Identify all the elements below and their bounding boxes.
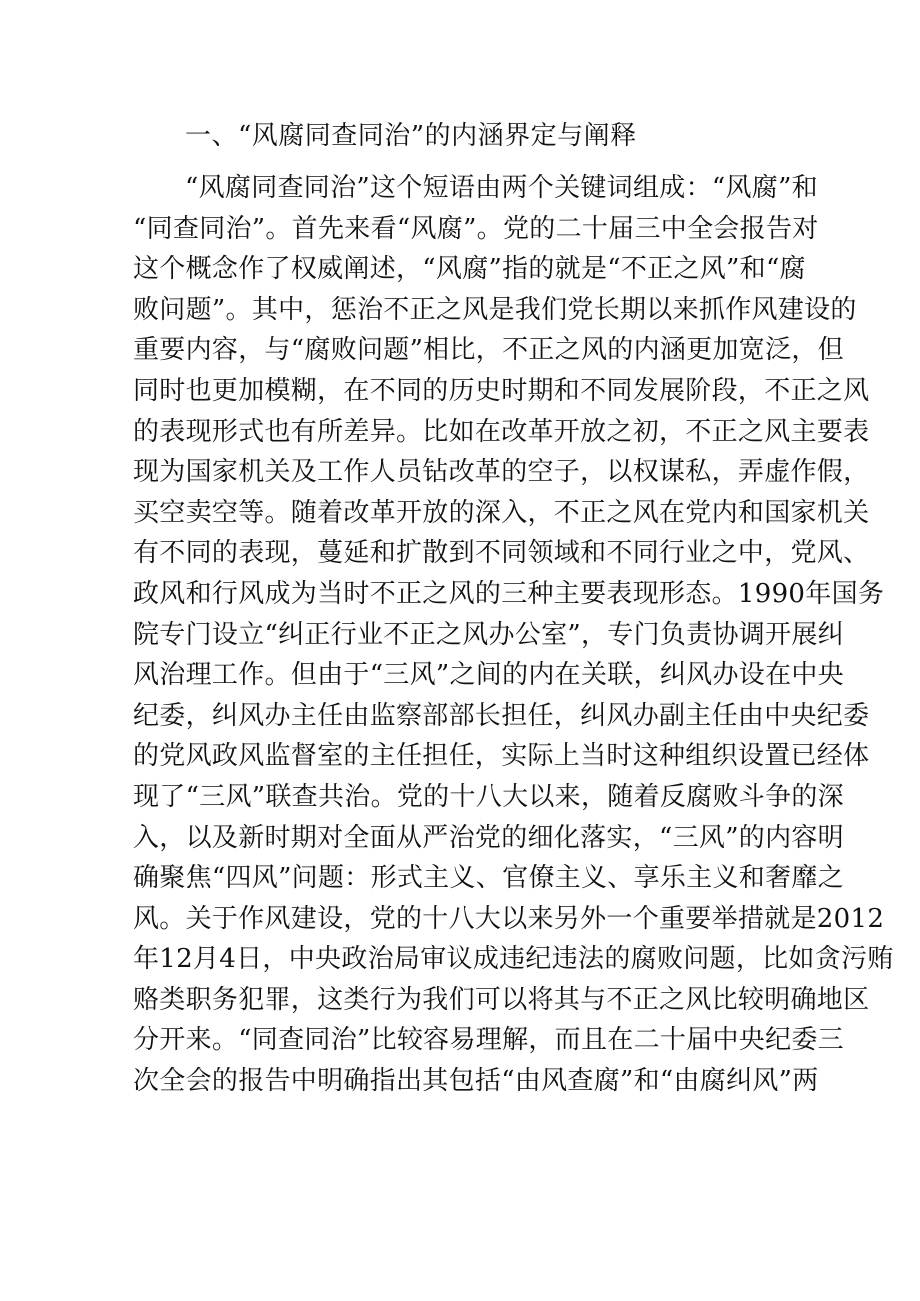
paragraph-line: 现为国家机关及工作人员钻改革的空子，以权谋私，弄虚作假， [133, 457, 870, 488]
section-heading: 一、“风腐同查同治”的内涵界定与阐释 [185, 121, 637, 151]
paragraph-line: 分开来。“同查同治”比较容易理解，而且在二十届中央纪委三 [133, 1025, 844, 1056]
paragraph-line: 院专门设立“纠正行业不正之风办公室”，专门负责协调开展纠 [133, 619, 844, 650]
paragraph-line: 这个概念作了权威阐述，“风腐”指的就是“不正之风”和“腐 [133, 254, 806, 285]
paragraph-line: 有不同的表现，蔓延和扩散到不同领域和不同行业之中，党风、 [133, 538, 870, 569]
paragraph-line: “风腐同查同治”这个短语由两个关键词组成：“风腐”和 [185, 173, 818, 203]
paragraph-line: 赂类职务犯罪，这类行为我们可以将其与不正之风比较明确地区 [133, 984, 870, 1015]
paragraph-line: “同查同治”。首先来看“风腐”。党的二十届三中全会报告对 [133, 213, 819, 244]
paragraph-line: 重要内容，与“腐败问题”相比，不正之风的内涵更加宽泛，但 [133, 335, 844, 366]
paragraph-line: 败问题”。其中，惩治不正之风是我们党长期以来抓作风建设的 [133, 294, 857, 325]
paragraph-line: 的党风政风监督室的主任担任，实际上当时这种组织设置已经体 [133, 741, 870, 772]
paragraph-line: 风。关于作风建设，党的十八大以来另外一个重要举措就是2012 [133, 903, 885, 934]
paragraph-line: 年12月4日，中央政治局审议成违纪违法的腐败问题，比如贪污贿 [133, 944, 894, 975]
paragraph-line: 风治理工作。但由于“三风”之间的内在关联，纠风办设在中央 [133, 660, 844, 691]
paragraph-line: 现了“三风”联查共治。党的十八大以来，随着反腐败斗争的深 [133, 781, 844, 812]
paragraph-line: 买空卖空等。随着改革开放的深入，不正之风在党内和国家机关 [133, 497, 870, 528]
paragraph-line: 纪委，纠风办主任由监察部部长担任，纠风办副主任由中央纪委 [133, 700, 870, 731]
paragraph-line: 确聚焦“四风”问题：形式主义、官僚主义、享乐主义和奢靡之 [133, 863, 844, 894]
body-paragraph [133, 168, 894, 1102]
paragraph-line: 入，以及新时期对全面从严治党的细化落实，“三风”的内容明 [133, 822, 844, 853]
paragraph-line: 次全会的报告中明确指出其包括“由风查腐”和“由腐纠风”两 [133, 1066, 819, 1097]
paragraph-line: 的表现形式也有所差异。比如在改革开放之初，不正之风主要表 [133, 416, 870, 447]
paragraph-line: 政风和行风成为当时不正之风的三种主要表现形态。1990年国务 [133, 578, 885, 609]
paragraph-line: 同时也更加模糊，在不同的历史时期和不同发展阶段，不正之风 [133, 375, 870, 406]
